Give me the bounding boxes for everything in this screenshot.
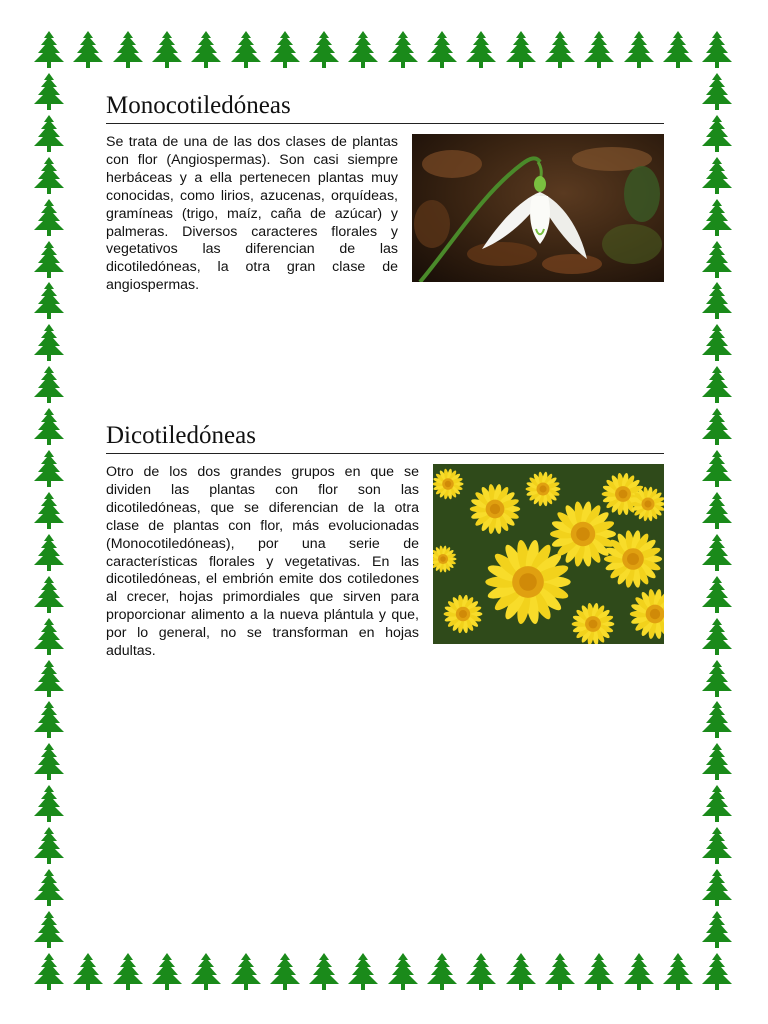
pine-tree-icon — [540, 952, 580, 992]
pine-tree-icon — [29, 700, 69, 740]
pine-tree-icon — [29, 575, 69, 615]
pine-tree-icon — [29, 617, 69, 657]
pine-tree-icon — [29, 323, 69, 363]
pine-tree-icon — [697, 30, 737, 70]
pine-tree-icon — [383, 30, 423, 70]
pine-tree-icon — [697, 449, 737, 489]
section-paragraph: Otro de los dos grandes grupos en que se dividen las plantas con flor son las dicotiledóneas, que se diferencian de la otra clase de plantas con flor, más evolucionadas (Monocotiledóneas), por una serie de características florales y vegetativas. En las dicotiledóneas, el embrión emite dos cotiledones al crecer, hojas primordiales que sirven para proporcionar alimento a la nueva plántula y que, por lo general, no se transforman en hojas adultas. — [106, 464, 419, 660]
pine-tree-icon — [29, 281, 69, 321]
pine-tree-icon — [501, 30, 541, 70]
pine-tree-icon — [29, 114, 69, 154]
pine-tree-icon — [697, 952, 737, 992]
pine-tree-icon — [29, 449, 69, 489]
pine-tree-icon — [461, 952, 501, 992]
pine-tree-icon — [697, 533, 737, 573]
pine-tree-icon — [186, 30, 226, 70]
pine-tree-icon — [29, 910, 69, 950]
pine-tree-icon — [29, 407, 69, 447]
pine-tree-icon — [108, 952, 148, 992]
pine-tree-icon — [186, 952, 226, 992]
section-dicotiledoneas — [106, 421, 664, 661]
pine-tree-icon — [697, 742, 737, 782]
pine-tree-icon — [697, 281, 737, 321]
pine-tree-icon — [422, 30, 462, 70]
pine-tree-icon — [697, 365, 737, 405]
pine-tree-icon — [619, 30, 659, 70]
pine-tree-icon — [697, 659, 737, 699]
snowdrop-flower-photo — [412, 134, 664, 282]
pine-tree-icon — [697, 323, 737, 363]
pine-tree-icon — [29, 240, 69, 280]
pine-tree-icon — [29, 198, 69, 238]
pine-tree-icon — [697, 491, 737, 531]
pine-tree-icon — [29, 156, 69, 196]
pine-tree-icon — [658, 952, 698, 992]
pine-tree-icon — [226, 30, 266, 70]
pine-tree-icon — [461, 30, 501, 70]
pine-tree-icon — [147, 30, 187, 70]
pine-tree-icon — [579, 952, 619, 992]
pine-tree-icon — [658, 30, 698, 70]
pine-tree-icon — [697, 910, 737, 950]
pine-tree-icon — [697, 826, 737, 866]
pine-tree-icon — [697, 784, 737, 824]
pine-tree-icon — [29, 365, 69, 405]
pine-tree-icon — [226, 952, 266, 992]
pine-tree-icon — [29, 868, 69, 908]
section-body — [106, 134, 664, 295]
section-body — [106, 464, 664, 661]
pine-tree-icon — [697, 575, 737, 615]
pine-tree-icon — [29, 952, 69, 992]
pine-tree-icon — [29, 659, 69, 699]
pine-tree-icon — [697, 72, 737, 112]
pine-tree-icon — [697, 617, 737, 657]
pine-tree-icon — [265, 952, 305, 992]
pine-tree-icon — [147, 952, 187, 992]
pine-tree-icon — [343, 952, 383, 992]
title-rule — [106, 123, 664, 124]
pine-tree-icon — [697, 868, 737, 908]
yellow-daisies-photo — [433, 464, 664, 644]
pine-tree-icon — [343, 30, 383, 70]
pine-tree-icon — [304, 30, 344, 70]
pine-tree-icon — [697, 198, 737, 238]
pine-tree-icon — [29, 30, 69, 70]
pine-tree-icon — [501, 952, 541, 992]
pine-tree-icon — [265, 30, 305, 70]
pine-tree-icon — [68, 952, 108, 992]
title-rule — [106, 453, 664, 454]
pine-tree-icon — [29, 826, 69, 866]
pine-tree-icon — [697, 156, 737, 196]
section-monocotiledoneas — [106, 91, 664, 295]
pine-tree-icon — [108, 30, 148, 70]
pine-tree-icon — [540, 30, 580, 70]
pine-tree-icon — [619, 952, 659, 992]
pine-tree-icon — [29, 72, 69, 112]
section-title: Dicotiledóneas — [106, 422, 256, 449]
pine-tree-icon — [68, 30, 108, 70]
pine-tree-icon — [697, 700, 737, 740]
pine-tree-icon — [29, 533, 69, 573]
pine-tree-icon — [697, 240, 737, 280]
section-paragraph: Se trata de una de las dos clases de plantas con flor (Angiospermas). Son casi siempre herbáceas y a ella pertenecen plantas muy conocidas, como lirios, azucenas, orquídeas, gramíneas (trigo, maíz, caña de azúcar) y palmeras. Diversos caracteres florales y vegetativos las diferencian de las dicotiledóneas, la otra gran clase de angiospermas. — [106, 134, 398, 294]
pine-tree-icon — [422, 952, 462, 992]
pine-tree-icon — [697, 407, 737, 447]
pine-tree-icon — [29, 491, 69, 531]
pine-tree-icon — [579, 30, 619, 70]
pine-tree-icon — [697, 114, 737, 154]
pine-tree-icon — [304, 952, 344, 992]
section-title: Monocotiledóneas — [106, 92, 291, 119]
pine-tree-icon — [29, 784, 69, 824]
pine-tree-icon — [383, 952, 423, 992]
pine-tree-icon — [29, 742, 69, 782]
